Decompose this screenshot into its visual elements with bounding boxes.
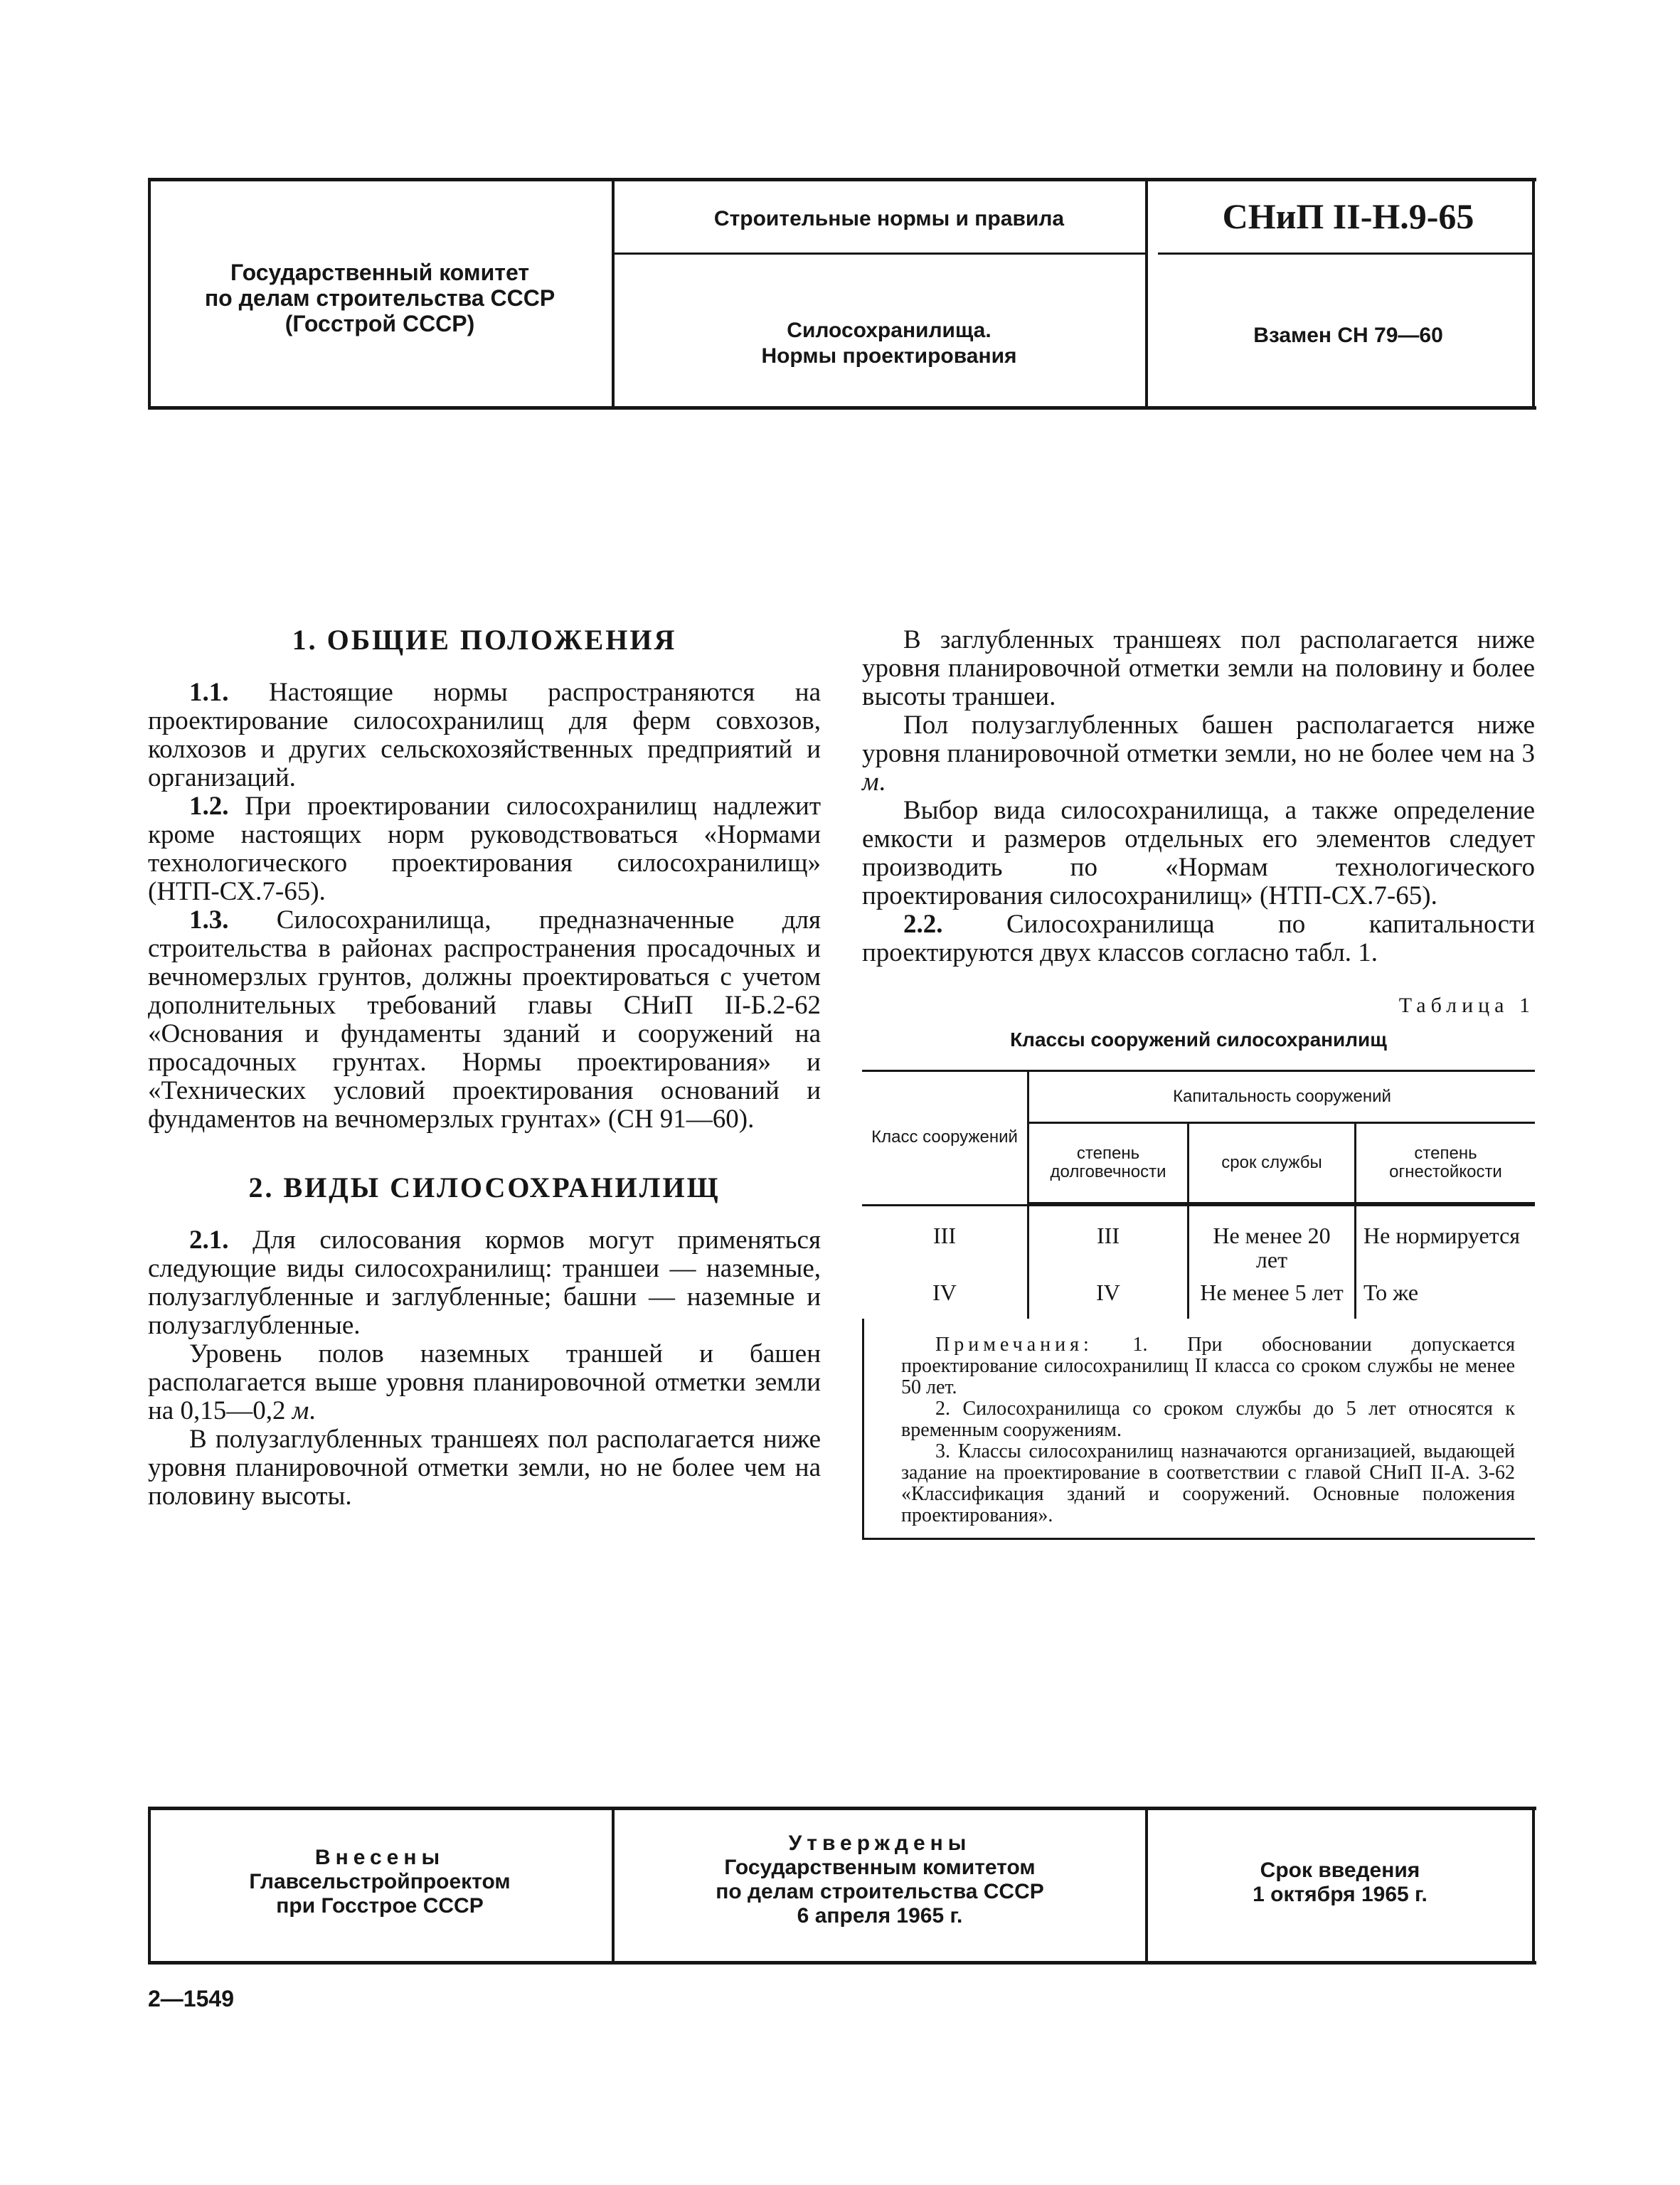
paragraph-tower-floor: Пол полузаглубленных башен располагается ниже уровня планировочной отметки земли, но не более чем на 3 м. — [862, 711, 1535, 797]
header-box — [148, 178, 1536, 410]
cell-class-2: IV — [932, 1280, 957, 1305]
col-header-durability: степень долговечности — [1028, 1123, 1189, 1203]
left-column — [148, 626, 821, 1511]
cell-durability-1: III — [1028, 1206, 1189, 1277]
issuing-organization — [148, 260, 612, 336]
approved-line-3: 6 апреля 1965 г. — [797, 1904, 963, 1928]
clause-1-3: 1.3. Силосохранилища, предназначенные для строительства в районах распространения просадочных и вечномерзлых грунтов, должны проектироваться с учетом дополнительных требований главы СНиП II-Б.2-62 «Основания и фундаменты зданий и сооружений на просадочных грунтах. Нормы проектирования» и «Технических условий проектирования оснований и фундаментов на вечномерзлых грунтах» (СН 91—60). — [148, 905, 822, 1134]
introduced-by — [148, 1846, 612, 1918]
table-row — [862, 1276, 1535, 1319]
approved-line-1: Государственным комитетом — [724, 1856, 1036, 1879]
introduced-label: Внесены — [314, 1846, 445, 1869]
section-2-heading: 2. ВИДЫ СИЛОСОХРАНИЛИЩ — [248, 1171, 721, 1203]
org-line-1: Государственный комитет — [230, 260, 529, 285]
clause-2-2: 2.2. Силосохранилища по капитальности проектируются двух классов согласно табл. 1. — [862, 910, 1535, 967]
approved-line-2: по делам строительства СССР — [716, 1880, 1044, 1903]
paragraph-type-selection: Выбор вида силосохранилища, а также определение емкости и размеров отдельных его элементов следует производить по «Нормам технологического проектирования силосохранилищ» (НТП-СХ.7-65). — [862, 796, 1535, 910]
cell-service-1: Не менее 20 лет — [1189, 1206, 1356, 1277]
col-header-fire: степень огнестойкости — [1356, 1123, 1536, 1203]
note-3: 3. Классы силосохранилищ назначаются организацией, выдающей задание на проектирование в соответствии с главой СНиП II-А. 3-62 «Классификация зданий и сооружений. Основные положения проектирования». — [901, 1440, 1515, 1526]
header-hline-mid — [615, 252, 1145, 255]
cell-class-1: III — [933, 1223, 956, 1248]
cell-durability-2: IV — [1028, 1276, 1189, 1319]
footer-box — [148, 1807, 1536, 1965]
clause-2-1: 2.1. Для силосования кормов могут применяться следующие виды силосохранилищ: траншеи — наземные, полузаглубленные и заглубленные; башни — наземные и полузаглубленные. — [148, 1226, 821, 1340]
org-line-2: по делам строительства СССР — [204, 285, 555, 311]
table-notes — [862, 1319, 1535, 1540]
org-line-3: (Госстрой СССР) — [285, 311, 475, 336]
table-row — [862, 1206, 1535, 1277]
document-title — [626, 318, 1152, 369]
effective-label: Срок введения — [1260, 1859, 1420, 1882]
cell-fire-2: То же — [1356, 1276, 1536, 1319]
effective-date-block — [1148, 1859, 1532, 1907]
paragraph-semi-buried-trench: В полузаглубленных траншеях пол располагается ниже уровня планировочной отметки земли, но не более чем на половину высоты. — [148, 1425, 821, 1511]
col-header-service: срок службы — [1189, 1123, 1356, 1203]
clause-1-1: 1.1. Настоящие нормы распространяются на проектирование силосохранилищ для ферм совхозов, колхозов и других сельскохозяйственных предприятий и организаций. — [148, 678, 821, 792]
paragraph-ground-trench-level: Уровень полов наземных траншей и башен располагается выше уровня планировочной отметки земли на 0,15—0,2 м. — [148, 1339, 821, 1425]
approved-label: Утверждены — [788, 1832, 972, 1855]
title-line-1: Силосохранилища. — [787, 319, 991, 342]
col-header-group: Капитальность сооружений — [1028, 1071, 1536, 1123]
title-line-2: Нормы проектирования — [761, 344, 1017, 368]
introduced-line-2: при Госстрое СССР — [276, 1894, 484, 1918]
header-divider-1 — [612, 181, 615, 406]
note-2: 2. Силосохранилища со сроком службы до 5 лет относятся к временным сооружениям. — [901, 1398, 1515, 1441]
cell-service-2: Не менее 5 лет — [1189, 1276, 1356, 1319]
print-code: 2—1549 — [148, 1986, 234, 2011]
table-caption: Классы сооружений силосохранилищ — [1010, 1028, 1387, 1051]
footer-border-right — [1532, 1810, 1535, 1961]
introduced-line-1: Главсельстройпроектом — [249, 1870, 511, 1893]
document-series: Строительные нормы и правила — [713, 207, 1065, 230]
table-label: Таблица 1 — [1398, 994, 1535, 1017]
note-1: Примечания: 1. При обосновании допускается проектирование силосохранилищ II класса со сроком службы не менее 50 лет. — [901, 1334, 1516, 1398]
col-header-class: Класс сооружений — [871, 1127, 1018, 1147]
replaces-note: Взамен СН 79—60 — [1253, 324, 1443, 347]
header-hline-right — [1158, 252, 1532, 255]
section-1-heading: 1. ОБЩИЕ ПОЛОЖЕНИЯ — [292, 624, 677, 656]
approved-by — [615, 1832, 1145, 1928]
cell-fire-1: Не нормируется — [1356, 1206, 1536, 1277]
right-column — [862, 626, 1535, 1540]
clause-1-2: 1.2. При проектировании силосохранилищ надлежит кроме настоящих норм руководствоваться «Нормами технологического проектирования силосохранилищ» (НТП-СХ.7-65). — [148, 792, 821, 906]
document-code: СНиП II-Н.9-65 — [1222, 196, 1474, 236]
classes-table — [862, 1070, 1535, 1319]
paragraph-buried-trench: В заглубленных траншеях пол располагается ниже уровня планировочной отметки земли на половину и более высоты траншеи. — [862, 625, 1535, 711]
effective-date: 1 октября 1965 г. — [1253, 1883, 1428, 1906]
